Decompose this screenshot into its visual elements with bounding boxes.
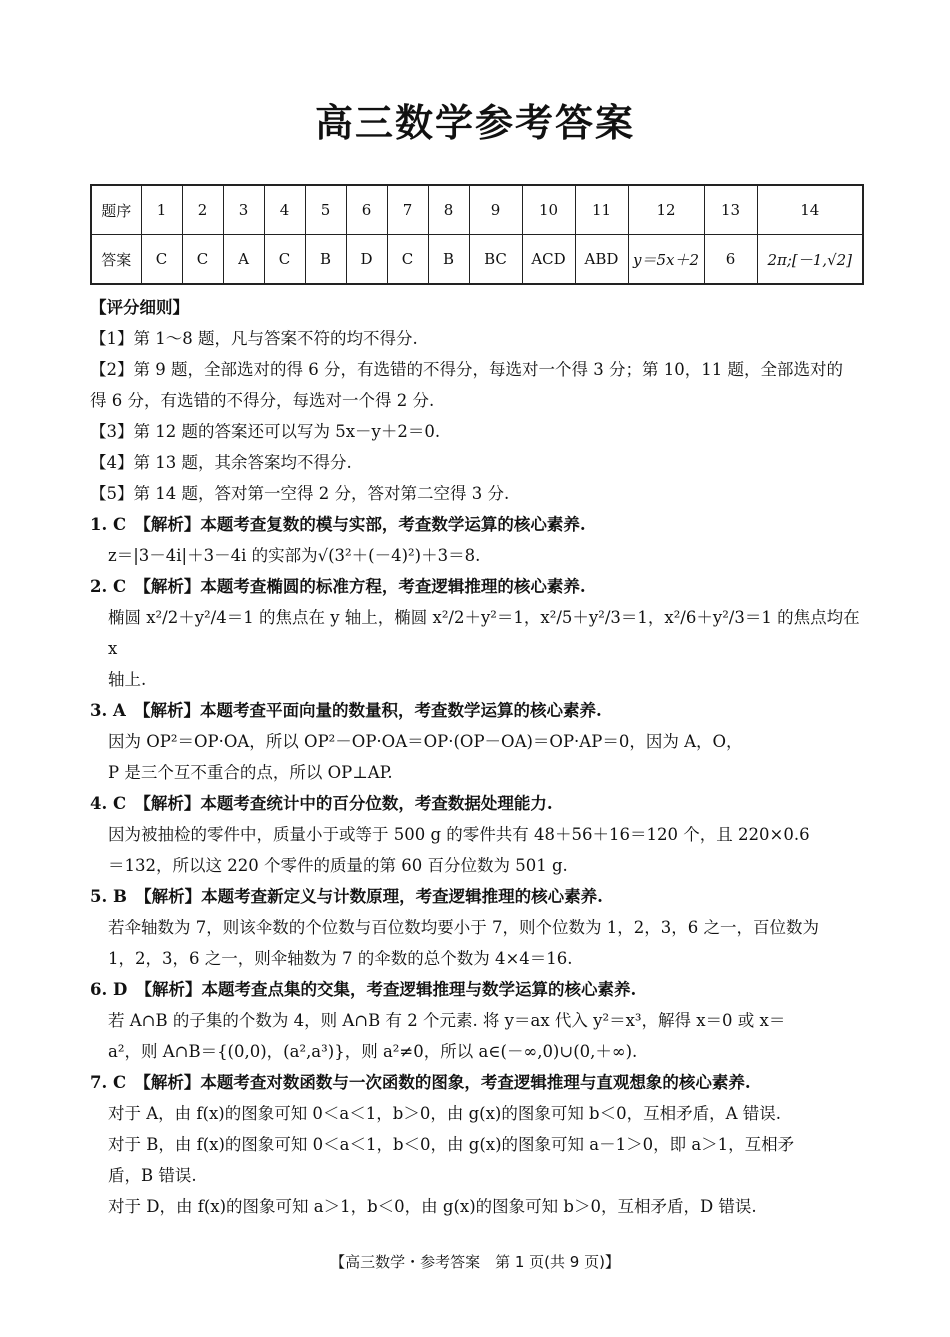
solution-line: 若伞轴数为 7，则该伞数的个位数与百位数均要小于 7，则个位数为 1，2，3，6 之一，百位数为: [108, 918, 819, 937]
question-number-cell: 8: [428, 185, 469, 235]
scoring-item: 【3】第 12 题的答案还可以写为 5x－y＋2＝0.: [90, 422, 441, 441]
scoring-item: 【5】第 14 题，答对第一空得 2 分，答对第二空得 3 分.: [90, 484, 510, 503]
scoring-item: 【1】第 1～8 题，凡与答案不符的均不得分.: [90, 329, 418, 348]
solution-line: a²，则 A∩B＝{(0,0)，(a²,a³)}，则 a²≠0，所以 a∈(－∞,0)∪(0,＋∞).: [108, 1042, 638, 1061]
question-row: [91, 185, 863, 235]
solution-heading: 1. C 【解析】本题考查复数的模与实部，考查数学运算的核心素养.: [90, 515, 586, 534]
answer-cell: B: [305, 235, 346, 285]
solution-line: 对于 D，由 f(x)的图象可知 a＞1，b＜0，由 g(x)的图象可知 b＞0，互相矛盾，D 错误.: [108, 1197, 757, 1216]
page-title: 高三数学参考答案: [314, 101, 635, 145]
solution-heading: 3. A 【解析】本题考查平面向量的数量积，考查数学运算的核心素养.: [90, 701, 602, 720]
scoring-item: 得 6 分，有选错的不得分，每选对一个得 2 分.: [90, 391, 435, 410]
solution-heading: 5. B 【解析】本题考查新定义与计数原理，考查逻辑推理的核心素养.: [90, 887, 603, 906]
solution-line: z＝|3－4i|＋3－4i 的实部为√(3²＋(－4)²)＋3＝8.: [108, 546, 481, 565]
solutions: [90, 509, 862, 1222]
solution-heading: 7. C 【解析】本题考查对数函数与一次函数的图象，考查逻辑推理与直观想象的核心素养.: [90, 1073, 751, 1092]
question-number-cell: 5: [305, 185, 346, 235]
answer-cell: BC: [469, 235, 522, 285]
solution-heading: 6. D 【解析】本题考查点集的交集，考查逻辑推理与数学运算的核心素养.: [90, 980, 637, 999]
solution-line: 因为 OP²＝OP·OA，所以 OP²－OP·OA＝OP·(OP－OA)＝OP·AP＝0，因为 A，O，: [108, 732, 743, 751]
solution-line: 对于 B，由 f(x)的图象可知 0＜a＜1，b＜0，由 g(x)的图象可知 a－1＞0，即 a＞1，互相矛: [108, 1135, 795, 1154]
question-number-cell: 13: [704, 185, 757, 235]
answer-cell: 2π;[－1,√2]: [757, 235, 863, 285]
scoring-item: 【2】第 9 题，全部选对的得 6 分，有选错的不得分，每选对一个得 3 分；第 10，11 题，全部选对的: [90, 360, 843, 379]
question-number-cell: 7: [387, 185, 428, 235]
solution-heading: 4. C 【解析】本题考查统计中的百分位数，考查数据处理能力.: [90, 794, 553, 813]
question-number-cell: 12: [628, 185, 704, 235]
answer-table: [90, 184, 864, 285]
answer-row: [91, 235, 863, 285]
question-number-cell: 9: [469, 185, 522, 235]
solution-line: 因为被抽检的零件中，质量小于或等于 500 g 的零件共有 48＋56＋16＝120 个，且 220×0.6: [108, 825, 810, 844]
question-number-cell: 6: [346, 185, 387, 235]
answer-cell: 6: [704, 235, 757, 285]
solution-heading: 2. C 【解析】本题考查椭圆的标准方程，考查逻辑推理的核心素养.: [90, 577, 586, 596]
answer-cell: C: [141, 235, 182, 285]
question-number-cell: 1: [141, 185, 182, 235]
solution-line: ＝132，所以这 220 个零件的质量的第 60 百分位数为 501 g.: [108, 856, 568, 875]
question-number-cell: 3: [223, 185, 264, 235]
question-number-cell: 4: [264, 185, 305, 235]
answer-cell: C: [387, 235, 428, 285]
answer-cell: D: [346, 235, 387, 285]
row-label-answer: 答案: [91, 235, 141, 285]
solution-line: 椭圆 x²/2＋y²/4＝1 的焦点在 y 轴上，椭圆 x²/2＋y²＝1，x²/5＋y²/3＝1，x²/6＋y²/3＝1 的焦点均在 x: [108, 608, 860, 658]
solution-line: 盾，B 错误.: [108, 1166, 197, 1185]
solution-line: 1，2，3，6 之一，则伞轴数为 7 的伞数的总个数为 4×4＝16.: [108, 949, 573, 968]
solution-line: 轴上.: [108, 670, 147, 689]
answer-cell: y＝5x＋2: [628, 235, 704, 285]
question-number-cell: 14: [757, 185, 863, 235]
scoring-item: 【4】第 13 题，其余答案均不得分.: [90, 453, 352, 472]
page-footer: 【高三数学・参考答案 第 1 页(共 9 页)】: [330, 1253, 620, 1271]
answer-cell: C: [264, 235, 305, 285]
question-number-cell: 11: [575, 185, 628, 235]
answer-cell: C: [182, 235, 223, 285]
answer-cell: A: [223, 235, 264, 285]
scoring-heading: 【评分细则】: [90, 298, 189, 317]
answer-cell: B: [428, 235, 469, 285]
answer-cell: ABD: [575, 235, 628, 285]
solution-line: 若 A∩B 的子集的个数为 4，则 A∩B 有 2 个元素. 将 y＝ax 代入 y²＝x³，解得 x＝0 或 x＝: [108, 1011, 786, 1030]
answer-cell: ACD: [522, 235, 575, 285]
question-number-cell: 2: [182, 185, 223, 235]
content: [90, 292, 862, 1222]
question-number-cell: 10: [522, 185, 575, 235]
solution-line: 对于 A，由 f(x)的图象可知 0＜a＜1，b＞0，由 g(x)的图象可知 b＜0，互相矛盾，A 错误.: [108, 1104, 782, 1123]
row-label-question: 题序: [91, 185, 141, 235]
solution-line: P 是三个互不重合的点，所以 OP⊥AP.: [108, 763, 393, 782]
